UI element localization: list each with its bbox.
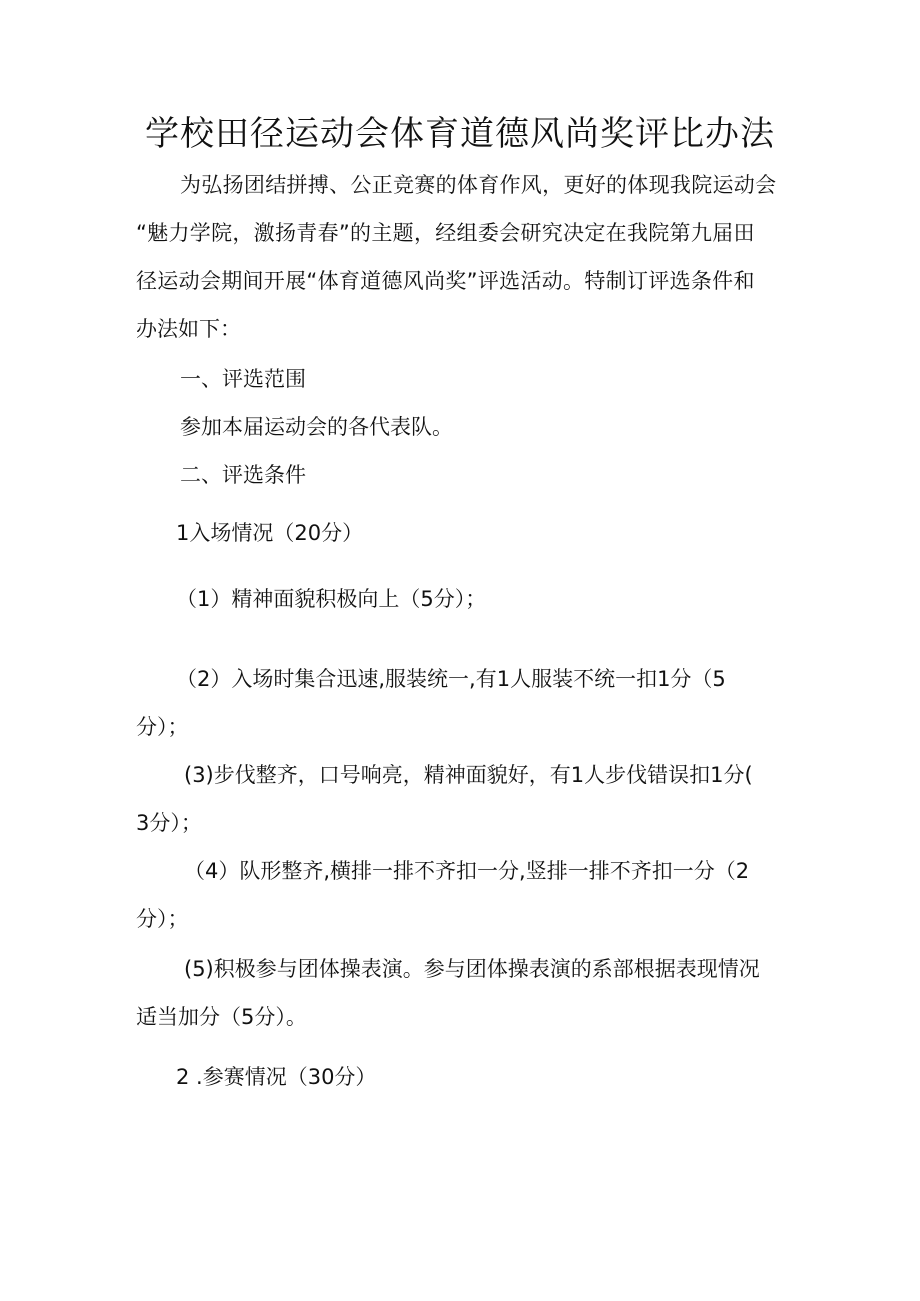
- intro-line-3: 径运动会期间开展“体育道德风尚奖”评选活动。特制订评选条件和: [136, 269, 755, 293]
- intro-line-1: 为弘扬团结拼搏、公正竞赛的体育作风，更好的体现我院运动会: [180, 173, 777, 197]
- criterion-4-line-1: （4）队形整齐,横排一排不齐扣一分,竖排一排不齐扣一分（2: [184, 859, 750, 883]
- criterion-4-line-2: 分）；: [136, 907, 189, 931]
- criterion-1: （1）精神面貌积极向上（5分）；: [176, 587, 487, 611]
- criterion-5-line-2: 适当加分（5分）。: [136, 1005, 307, 1029]
- criterion-3-line-1: (3)步伐整齐，口号响亮，精神面貌好，有1人步伐错误扣1分(: [184, 763, 753, 787]
- intro-line-2: “魅力学院，激扬青春”的主题，经组委会研究决定在我院第九届田: [136, 221, 755, 245]
- item-heading-entrance: 1入场情况（20分）: [176, 521, 364, 545]
- intro-line-4: 办法如下：: [136, 317, 241, 341]
- criterion-2-line-1: （2）入场时集合迅速,服装统一,有1人服装不统一扣1分（5: [176, 667, 726, 691]
- criterion-3-line-2: 3分）；: [136, 811, 202, 835]
- item-heading-competition: 2 .参赛情况（30分）: [176, 1065, 377, 1089]
- criterion-5-line-1: (5)积极参与团体操表演。参与团体操表演的系部根据表现情况: [184, 957, 760, 981]
- section-text-scope: 参加本届运动会的各代表队。: [180, 415, 453, 439]
- criterion-2-line-2: 分）；: [136, 715, 189, 739]
- section-heading-criteria: 二、评选条件: [180, 463, 306, 487]
- document-title: 学校田径运动会体育道德风尚奖评比办法: [145, 114, 775, 154]
- section-heading-scope: 一、评选范围: [180, 367, 306, 391]
